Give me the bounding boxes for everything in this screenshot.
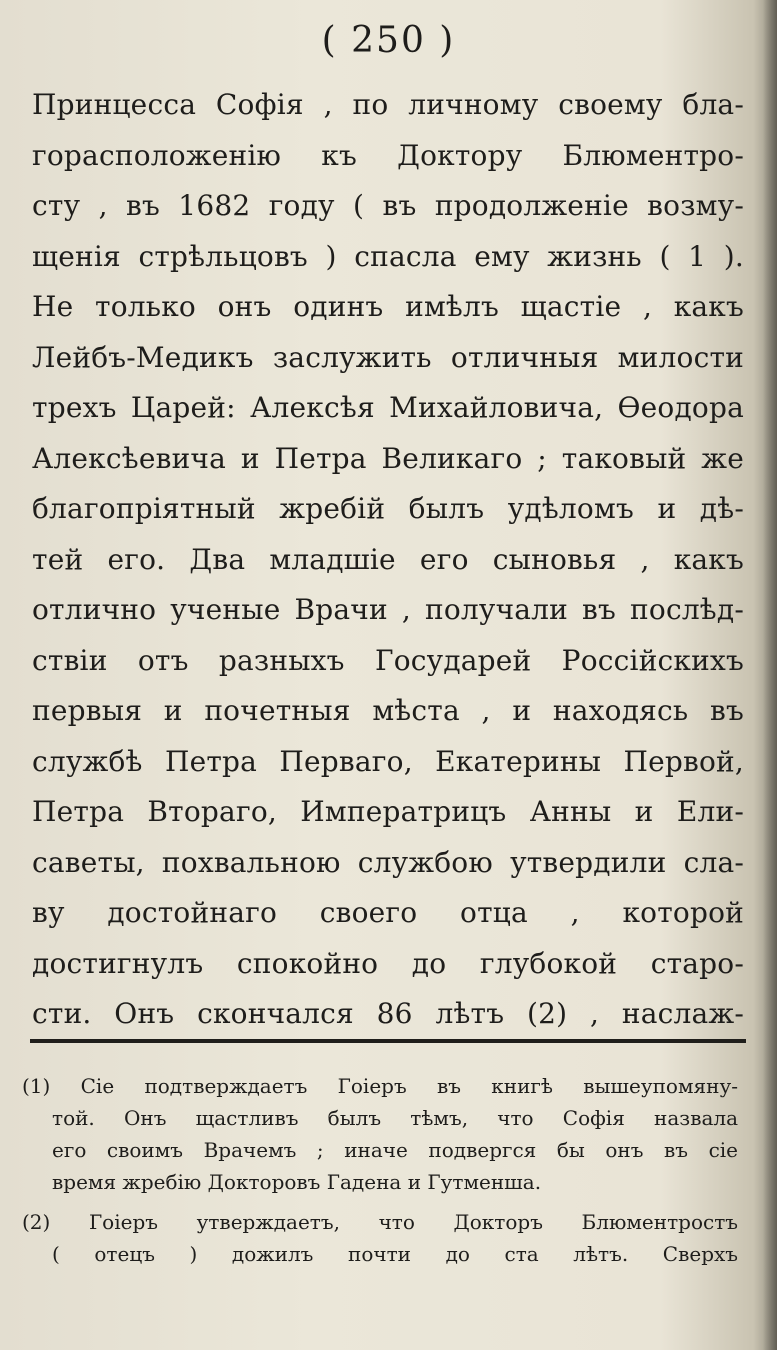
footnote-line: (1) Сіе подтверждаетъ Гоіеръ въ книгѣ вышеупомяну-	[22, 1074, 738, 1098]
text-line: тей его. Два младшіе его сыновья , какъ	[32, 542, 744, 576]
text-line: первыя и почетныя мѣста , и находясь въ	[32, 694, 744, 727]
text-line: трехъ Царей: Алексѣя Михайловича, Ѳеодора	[32, 391, 744, 424]
text-line: сту , въ 1682 году ( въ продолженіе возму-	[32, 189, 744, 222]
footnote-divider	[30, 1039, 746, 1043]
text-line: Принцесса Софія , по личному своему бла-	[32, 88, 744, 121]
footnotes	[22, 1070, 738, 1270]
footnote-line: ( отецъ ) дожилъ почти до ста лѣтъ. Сверхъ	[52, 1242, 738, 1266]
footnote-1	[22, 1070, 738, 1198]
text-line: щенія стрѣльцовъ ) спасла ему жизнь ( 1 ).	[32, 239, 744, 273]
text-line: ствіи отъ разныхъ Государей Россійскихъ	[32, 643, 744, 677]
footnote-line: (2) Гоіеръ утверждаетъ, что Докторъ Блюментростъ	[22, 1210, 738, 1234]
page-number: ( 250 )	[321, 20, 456, 61]
text-line: службѣ Петра Перваго, Екатерины Первой,	[32, 744, 744, 778]
text-line: сти. Онъ скончался 86 лѣтъ (2) , наслаж-	[32, 997, 744, 1030]
text-line: благопріятный жребій былъ удѣломъ и дѣ-	[32, 492, 744, 525]
footnote-2	[22, 1206, 738, 1270]
text-line: Не только онъ одинъ имѣлъ щастіе , какъ	[32, 290, 744, 323]
text-line: саветы, похвальною службою утвердили сла-	[32, 845, 744, 879]
text-line: ву достойнаго своего отца , которой	[32, 896, 744, 929]
text-line: достигнулъ спокойно до глубокой старо-	[32, 946, 744, 980]
text-line: Лейбъ-Медикъ заслужить отличныя милости	[32, 340, 744, 374]
footnote-line: его своимъ Врачемъ ; иначе подвергся бы онъ въ сіе	[52, 1138, 738, 1162]
footnote-gap	[22, 1198, 738, 1206]
text-line: отлично ученые Врачи , получали въ послѣд-	[32, 593, 744, 626]
text-line: Алексѣевича и Петра Великаго ; таковый же	[32, 441, 744, 475]
main-text	[32, 80, 744, 1040]
text-line: горасположенію къ Доктору Блюментро-	[32, 138, 744, 172]
page-edge-shadow	[763, 0, 777, 1350]
footnote-line: той. Онъ щастливъ былъ тѣмъ, что Софія назвала	[52, 1106, 738, 1130]
footnote-line: время жребію Докторовъ Гадена и Гутменша.	[52, 1170, 542, 1194]
text-line: Петра Втораго, Императрицъ Анны и Ели-	[32, 795, 744, 828]
